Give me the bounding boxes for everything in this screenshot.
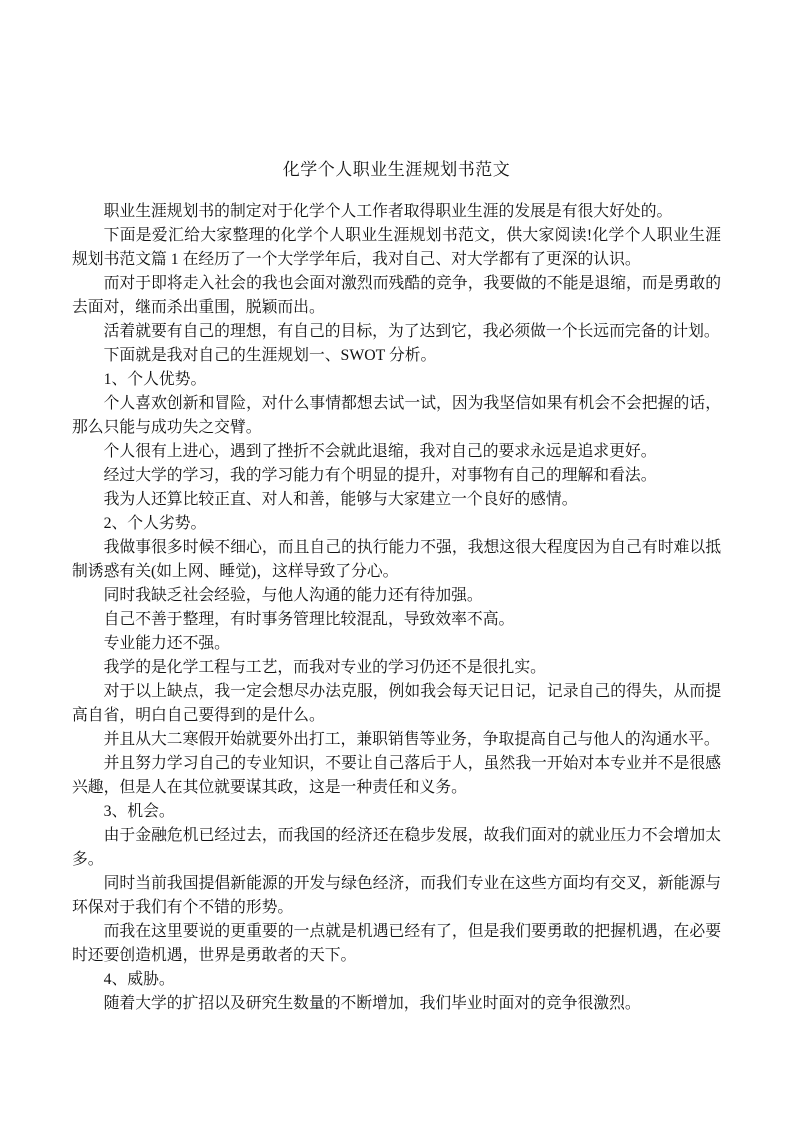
paragraph: 自己不善于整理，有时事务管理比较混乱，导致效率不高。 — [103, 611, 515, 628]
paragraph: 由于金融危机已经过去，而我国的经济还在稳步发展，故我们面对的就业压力不会增加太多。 — [72, 827, 721, 868]
paragraph-list-heading: 3、机会。 — [103, 803, 175, 820]
paragraph: 下面是爱汇给大家整理的化学个人职业生涯规划书范文，供大家阅读!化学个人职业生涯规划书范文篇 1 在经历了一个大学学年后，我对自己、对大学都有了更深的认识。 — [72, 227, 721, 268]
paragraph: 同时当前我国提倡新能源的开发与绿色经济，而我们专业在这些方面均有交叉，新能源与环保对于我们有个不错的形势。 — [72, 875, 721, 916]
paragraph: 我为人还算比较正直、对人和善，能够与大家建立一个良好的感情。 — [103, 491, 578, 508]
paragraph-list-heading: 1、个人优势。 — [103, 371, 207, 388]
paragraph: 而我在这里要说的更重要的一点就是机遇已经有了，但是我们要勇敢的把握机遇，在必要时还要创造机遇，世界是勇敢者的天下。 — [72, 923, 721, 964]
paragraph: 我做事很多时候不细心，而且自己的执行能力不强，我想这很大程度因为自己有时难以抵制诱惑有关(如上网、睡觉)，这样导致了分心。 — [72, 539, 721, 580]
paragraph-list-heading: 2、个人劣势。 — [103, 515, 207, 532]
paragraph: 并且努力学习自己的专业知识，不要让自己落后于人，虽然我一开始对本专业并不是很感兴趣，但是人在其位就要谋其政，这是一种责任和义务。 — [72, 755, 721, 796]
paragraph: 并且从大二寒假开始就要外出打工，兼职销售等业务，争取提高自己与他人的沟通水平。 — [103, 731, 720, 748]
paragraph: 经过大学的学习，我的学习能力有个明显的提升，对事物有自己的理解和看法。 — [103, 467, 657, 484]
paragraph-list-heading: 4、威胁。 — [103, 971, 175, 988]
document-body — [72, 200, 721, 1016]
paragraph: 对于以上缺点，我一定会想尽办法克服，例如我会每天记日记，记录自己的得失，从而提高自省，明白自己要得到的是什么。 — [72, 683, 721, 724]
paragraph: 随着大学的扩招以及研究生数量的不断增加，我们毕业时面对的竞争很激烈。 — [103, 995, 641, 1012]
paragraph: 活着就要有自己的理想，有自己的目标，为了达到它，我必须做一个长远而完备的计划。 — [103, 323, 720, 340]
paragraph: 专业能力还不强。 — [103, 635, 230, 652]
document-title: 化学个人职业生涯规划书范文 — [282, 160, 511, 179]
paragraph: 个人喜欢创新和冒险，对什么事情都想去试一试，因为我坚信如果有机会不会把握的话，那么只能与成功失之交臂。 — [72, 395, 721, 436]
paragraph: 而对于即将走入社会的我也会面对激烈而残酷的竞争，我要做的不能是退缩，而是勇敢的去面对，继而杀出重围，脱颖而出。 — [72, 275, 721, 316]
paragraph: 职业生涯规划书的制定对于化学个人工作者取得职业生涯的发展是有很大好处的。 — [103, 203, 673, 220]
paragraph: 我学的是化学工程与工艺，而我对专业的学习仍还不是很扎实。 — [103, 659, 546, 676]
paragraph: 下面就是我对自己的生涯规划一、SWOT 分析。 — [103, 347, 437, 364]
paragraph: 同时我缺乏社会经验，与他人沟通的能力还有待加强。 — [103, 587, 483, 604]
paragraph: 个人很有上进心，遇到了挫折不会就此退缩，我对自己的要求永远是追求更好。 — [103, 443, 657, 460]
